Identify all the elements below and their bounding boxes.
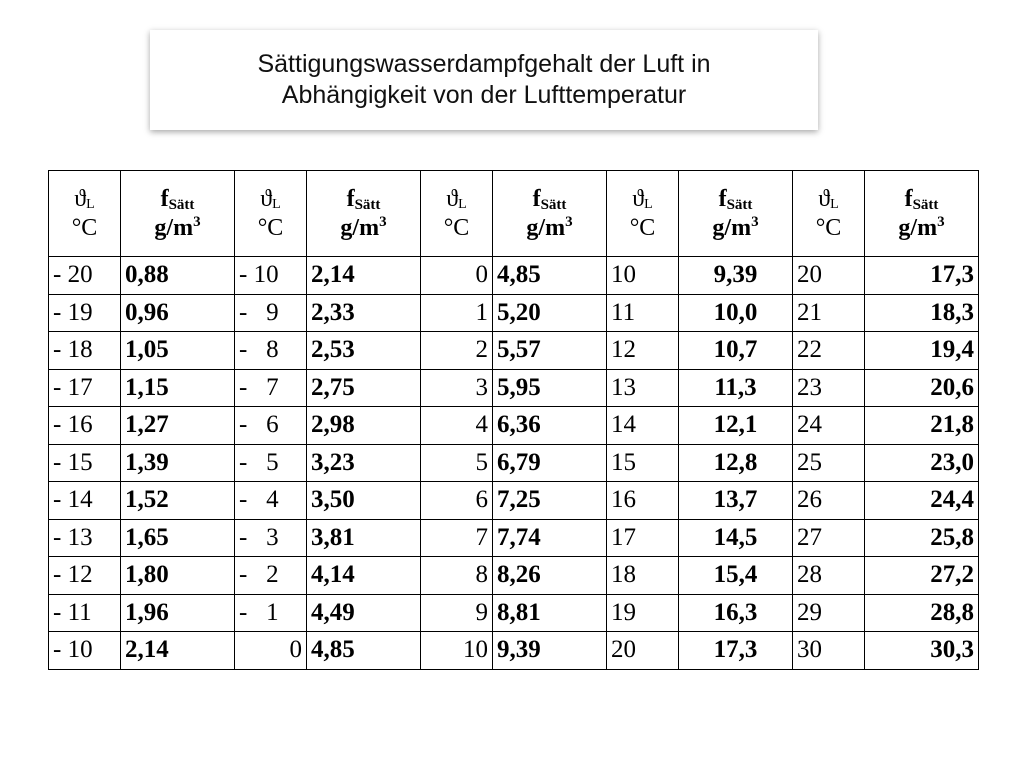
temperature-cell: 17 <box>607 519 679 557</box>
temperature-cell: - 2 <box>235 557 307 595</box>
saturation-value-cell: 16,3 <box>679 594 793 632</box>
temperature-cell: 18 <box>607 557 679 595</box>
temperature-cell: - 9 <box>235 294 307 332</box>
f-symbol: f <box>160 185 169 212</box>
temperature-cell: - 7 <box>235 369 307 407</box>
saturation-value-cell: 2,98 <box>307 407 421 445</box>
temp-subscript: L <box>644 196 653 212</box>
saturation-value-cell: 11,3 <box>679 369 793 407</box>
saturation-value-cell: 14,5 <box>679 519 793 557</box>
saturation-value-cell: 13,7 <box>679 482 793 520</box>
temperature-cell: - 3 <box>235 519 307 557</box>
temp-symbol: ϑ <box>818 185 831 212</box>
temperature-cell: - 14 <box>49 482 121 520</box>
f-superscript: 3 <box>193 213 201 230</box>
temperature-cell: - 16 <box>49 407 121 445</box>
temp-unit: °C <box>257 214 284 241</box>
saturation-value-cell: 25,8 <box>865 519 979 557</box>
table-row <box>49 482 979 520</box>
temp-header <box>49 171 121 257</box>
saturation-value-cell: 10,7 <box>679 332 793 370</box>
temperature-cell: 10 <box>607 257 679 295</box>
temperature-cell: 7 <box>421 519 493 557</box>
saturation-value-cell: 7,25 <box>493 482 607 520</box>
temperature-cell: - 6 <box>235 407 307 445</box>
temperature-cell: 23 <box>793 369 865 407</box>
temperature-cell: - 10 <box>235 257 307 295</box>
saturation-value-cell: 1,05 <box>121 332 235 370</box>
saturation-value-cell: 2,33 <box>307 294 421 332</box>
f-superscript: 3 <box>937 213 945 230</box>
temperature-cell: 20 <box>793 257 865 295</box>
header-row <box>49 171 979 257</box>
saturation-header <box>307 171 421 257</box>
temperature-cell: - 5 <box>235 444 307 482</box>
table-row <box>49 444 979 482</box>
saturation-value-cell: 4,49 <box>307 594 421 632</box>
saturation-header <box>865 171 979 257</box>
temperature-cell: 2 <box>421 332 493 370</box>
saturation-value-cell: 10,0 <box>679 294 793 332</box>
saturation-value-cell: 5,95 <box>493 369 607 407</box>
f-symbol: f <box>532 185 541 212</box>
saturation-value-cell: 19,4 <box>865 332 979 370</box>
temperature-cell: 20 <box>607 632 679 670</box>
saturation-header <box>679 171 793 257</box>
temperature-cell: 11 <box>607 294 679 332</box>
table-row <box>49 332 979 370</box>
temperature-cell: 0 <box>421 257 493 295</box>
saturation-value-cell: 3,23 <box>307 444 421 482</box>
f-symbol: f <box>718 185 727 212</box>
temperature-cell: 24 <box>793 407 865 445</box>
temperature-cell: 14 <box>607 407 679 445</box>
saturation-value-cell: 6,36 <box>493 407 607 445</box>
temp-symbol: ϑ <box>74 185 87 212</box>
temperature-cell: - 11 <box>49 594 121 632</box>
temperature-cell: - 1 <box>235 594 307 632</box>
f-unit: g/m <box>526 214 566 241</box>
saturation-header <box>493 171 607 257</box>
saturation-value-cell: 20,6 <box>865 369 979 407</box>
temperature-cell: - 18 <box>49 332 121 370</box>
temperature-cell: 22 <box>793 332 865 370</box>
saturation-value-cell: 8,81 <box>493 594 607 632</box>
temperature-cell: - 12 <box>49 557 121 595</box>
saturation-value-cell: 12,8 <box>679 444 793 482</box>
saturation-value-cell: 1,80 <box>121 557 235 595</box>
saturation-value-cell: 9,39 <box>679 257 793 295</box>
table-row <box>49 632 979 670</box>
saturation-value-cell: 1,39 <box>121 444 235 482</box>
saturation-value-cell: 3,50 <box>307 482 421 520</box>
temperature-cell: - 20 <box>49 257 121 295</box>
temp-subscript: L <box>272 196 281 212</box>
f-symbol: f <box>904 185 913 212</box>
saturation-value-cell: 18,3 <box>865 294 979 332</box>
saturation-value-cell: 7,74 <box>493 519 607 557</box>
table-row <box>49 257 979 295</box>
temp-unit: °C <box>71 214 98 241</box>
saturation-value-cell: 1,65 <box>121 519 235 557</box>
temperature-cell: 19 <box>607 594 679 632</box>
saturation-value-cell: 30,3 <box>865 632 979 670</box>
temperature-cell: 15 <box>607 444 679 482</box>
saturation-value-cell: 2,14 <box>307 257 421 295</box>
f-unit: g/m <box>154 214 194 241</box>
saturation-value-cell: 23,0 <box>865 444 979 482</box>
title-box <box>150 30 818 130</box>
f-subscript: Sätt <box>540 196 567 213</box>
f-unit: g/m <box>712 214 752 241</box>
temperature-cell: 16 <box>607 482 679 520</box>
saturation-value-cell: 12,1 <box>679 407 793 445</box>
temperature-cell: 9 <box>421 594 493 632</box>
temperature-cell: 29 <box>793 594 865 632</box>
table-row <box>49 369 979 407</box>
saturation-table <box>48 170 979 670</box>
temp-header <box>793 171 865 257</box>
saturation-value-cell: 1,15 <box>121 369 235 407</box>
f-superscript: 3 <box>379 213 387 230</box>
temperature-cell: 10 <box>421 632 493 670</box>
saturation-value-cell: 4,85 <box>307 632 421 670</box>
saturation-value-cell: 24,4 <box>865 482 979 520</box>
f-superscript: 3 <box>565 213 573 230</box>
table-row <box>49 519 979 557</box>
temperature-cell: - 10 <box>49 632 121 670</box>
saturation-value-cell: 17,3 <box>679 632 793 670</box>
table-row <box>49 294 979 332</box>
temp-subscript: L <box>458 196 467 212</box>
saturation-value-cell: 2,53 <box>307 332 421 370</box>
temp-symbol: ϑ <box>260 185 273 212</box>
f-unit: g/m <box>898 214 938 241</box>
saturation-value-cell: 1,52 <box>121 482 235 520</box>
temp-unit: °C <box>815 214 842 241</box>
saturation-value-cell: 28,8 <box>865 594 979 632</box>
temperature-cell: 25 <box>793 444 865 482</box>
saturation-value-cell: 3,81 <box>307 519 421 557</box>
f-superscript: 3 <box>751 213 759 230</box>
f-symbol: f <box>346 185 355 212</box>
temperature-cell: 27 <box>793 519 865 557</box>
temp-symbol: ϑ <box>632 185 645 212</box>
table-row <box>49 557 979 595</box>
saturation-value-cell: 1,96 <box>121 594 235 632</box>
f-subscript: Sätt <box>168 196 195 213</box>
temperature-cell: 8 <box>421 557 493 595</box>
saturation-value-cell: 5,20 <box>493 294 607 332</box>
temperature-cell: 26 <box>793 482 865 520</box>
saturation-value-cell: 21,8 <box>865 407 979 445</box>
saturation-value-cell: 0,88 <box>121 257 235 295</box>
saturation-value-cell: 8,26 <box>493 557 607 595</box>
temperature-cell: 3 <box>421 369 493 407</box>
f-subscript: Sätt <box>726 196 753 213</box>
title-line-2: Abhängigkeit von der Lufttemperatur <box>281 81 687 109</box>
temperature-cell: 21 <box>793 294 865 332</box>
temperature-cell: - 8 <box>235 332 307 370</box>
saturation-value-cell: 6,79 <box>493 444 607 482</box>
saturation-value-cell: 27,2 <box>865 557 979 595</box>
f-subscript: Sätt <box>912 196 939 213</box>
temp-symbol: ϑ <box>446 185 459 212</box>
saturation-value-cell: 4,14 <box>307 557 421 595</box>
f-unit: g/m <box>340 214 380 241</box>
temperature-cell: 12 <box>607 332 679 370</box>
saturation-value-cell: 2,75 <box>307 369 421 407</box>
f-subscript: Sätt <box>354 196 381 213</box>
temperature-cell: 4 <box>421 407 493 445</box>
temp-unit: °C <box>629 214 656 241</box>
saturation-value-cell: 15,4 <box>679 557 793 595</box>
saturation-value-cell: 0,96 <box>121 294 235 332</box>
temperature-cell: 0 <box>235 632 307 670</box>
temp-header <box>235 171 307 257</box>
temperature-cell: - 19 <box>49 294 121 332</box>
temperature-cell: 13 <box>607 369 679 407</box>
temperature-cell: 5 <box>421 444 493 482</box>
saturation-header <box>121 171 235 257</box>
saturation-value-cell: 4,85 <box>493 257 607 295</box>
saturation-value-cell: 1,27 <box>121 407 235 445</box>
temperature-cell: 6 <box>421 482 493 520</box>
temperature-cell: 28 <box>793 557 865 595</box>
temp-subscript: L <box>86 196 95 212</box>
temp-header <box>607 171 679 257</box>
table-row <box>49 594 979 632</box>
table-row <box>49 407 979 445</box>
temperature-cell: - 15 <box>49 444 121 482</box>
temp-subscript: L <box>830 196 839 212</box>
temperature-cell: 1 <box>421 294 493 332</box>
temperature-cell: - 17 <box>49 369 121 407</box>
saturation-value-cell: 17,3 <box>865 257 979 295</box>
temperature-cell: - 4 <box>235 482 307 520</box>
temp-header <box>421 171 493 257</box>
temperature-cell: - 13 <box>49 519 121 557</box>
saturation-value-cell: 9,39 <box>493 632 607 670</box>
saturation-value-cell: 2,14 <box>121 632 235 670</box>
temperature-cell: 30 <box>793 632 865 670</box>
saturation-value-cell: 5,57 <box>493 332 607 370</box>
title-line-1: Sättigungswasserdampfgehalt der Luft in <box>257 49 711 78</box>
temp-unit: °C <box>443 214 470 241</box>
